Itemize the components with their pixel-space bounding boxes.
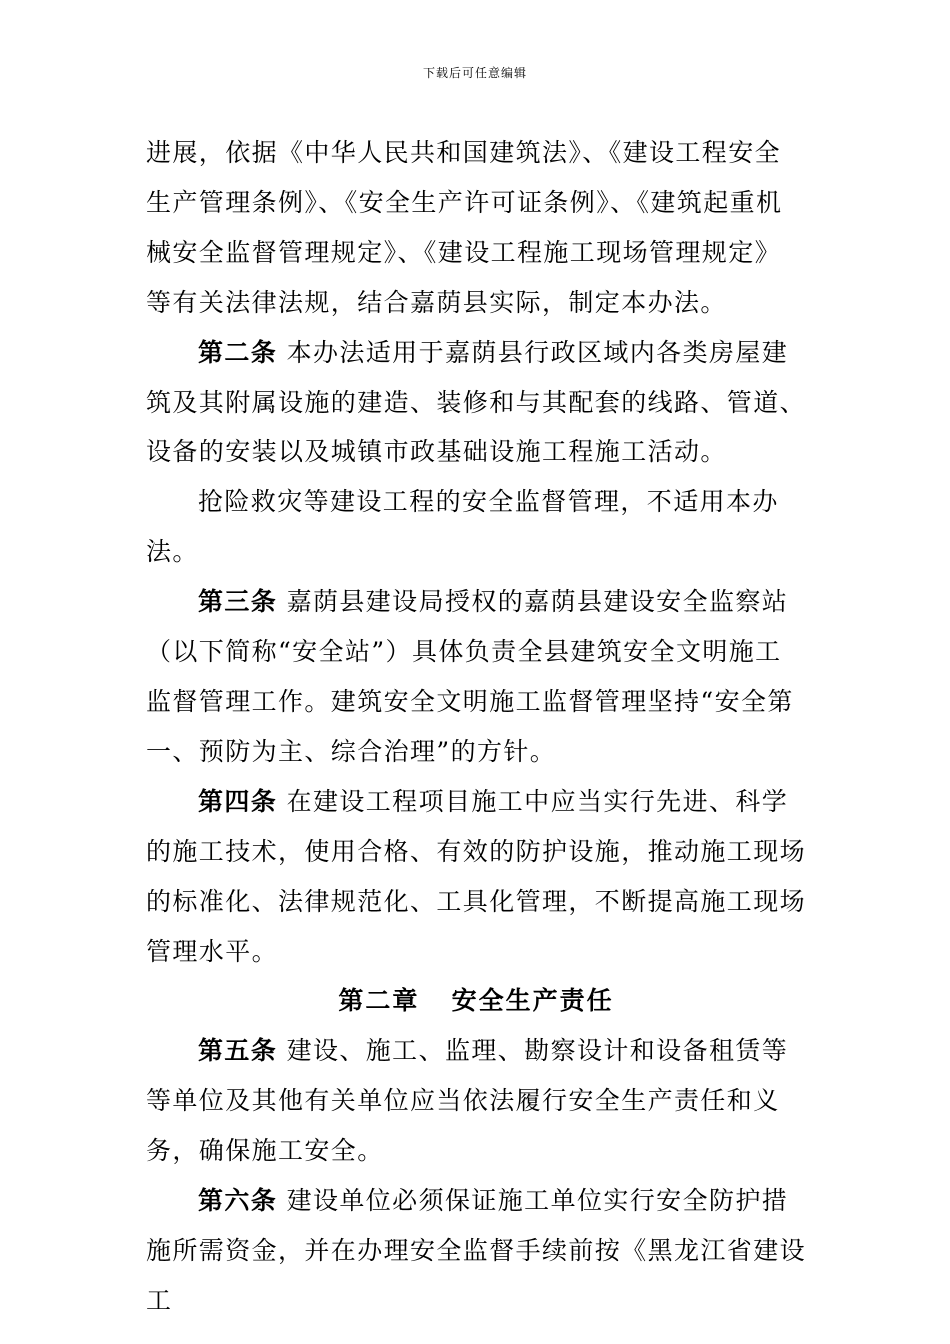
paragraph-continuation bbox=[146, 128, 806, 328]
page-header: 下载后可任意编辑 bbox=[422, 66, 527, 80]
article-number: 第五条 bbox=[198, 1036, 278, 1066]
paragraph-text: 在建设工程项目施工中应当实行先进、科学的施工技术，使用合格、有效的防护设施，推动施工现场的标准化、法律规范化、工具化管理，不断提高施工现场管理水平。 bbox=[146, 786, 807, 966]
article-2 bbox=[146, 328, 806, 478]
article-number: 第三条 bbox=[198, 587, 278, 617]
paragraph-exclusion bbox=[146, 477, 806, 577]
paragraph-text: 建设单位必须保证施工单位实行安全防护措施所需资金，并在办理安全监督手续前按《黑龙江省建设工 bbox=[146, 1186, 807, 1315]
paragraph-text: 抢险救灾等建设工程的安全监督管理，不适用本办法。 bbox=[146, 487, 779, 567]
article-number: 第六条 bbox=[198, 1186, 278, 1216]
chapter-heading bbox=[146, 976, 806, 1026]
article-6 bbox=[146, 1176, 806, 1326]
article-3 bbox=[146, 577, 806, 777]
article-number: 第四条 bbox=[198, 786, 278, 816]
chapter-number: 第二章 bbox=[338, 986, 420, 1016]
chapter-title: 安全生产责任 bbox=[451, 986, 614, 1016]
article-5 bbox=[146, 1026, 806, 1176]
article-4 bbox=[146, 777, 806, 977]
article-number: 第二条 bbox=[198, 337, 278, 367]
paragraph-text: 嘉荫县建设局授权的嘉荫县建设安全监察站（以下简称“安全站”）具体负责全县建筑安全文明施工监督管理工作。建筑安全文明施工监督管理坚持“安全第一、预防为主、综合治理”的方针。 bbox=[146, 587, 794, 766]
document-body bbox=[146, 128, 806, 1326]
paragraph-text: 进展，依据《中华人民共和国建筑法》、《建设工程安全生产管理条例》、《安全生产许可证条例》、《建筑起重机械安全监督管理规定》、《建设工程施工现场管理规定》等有关法律法规，结合嘉荫县实际，制定本办法。 bbox=[146, 138, 783, 317]
paragraph-text: 本办法适用于嘉荫县行政区域内各类房屋建筑及其附属设施的建造、装修和与其配套的线路、管道、设备的安装以及城镇市政基础设施工程施工活动。 bbox=[146, 337, 807, 467]
paragraph-text: 建设、施工、监理、勘察设计和设备租赁等等单位及其他有关单位应当依法履行安全生产责任和义务，确保施工安全。 bbox=[146, 1036, 789, 1166]
